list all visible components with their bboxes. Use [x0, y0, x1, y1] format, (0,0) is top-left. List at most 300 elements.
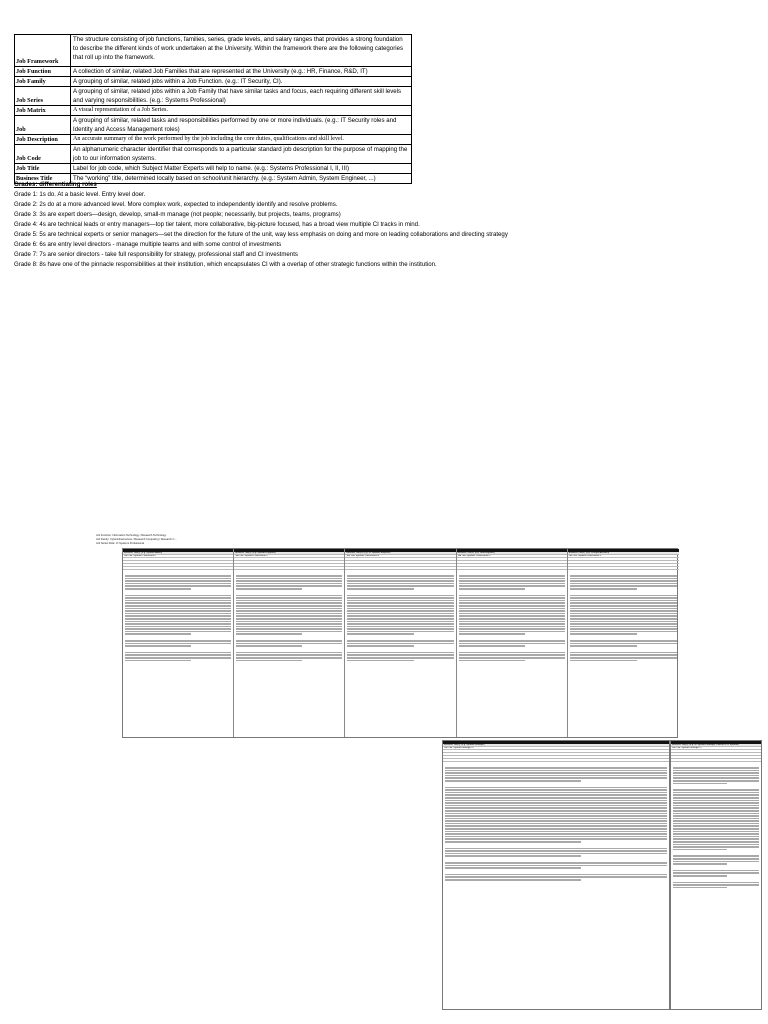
- text-line-placeholder: [236, 597, 342, 599]
- paragraph-gap: [671, 762, 761, 766]
- text-line-placeholder: [673, 833, 759, 835]
- text-line-placeholder: [445, 775, 667, 777]
- paragraph-gap: [234, 590, 344, 594]
- text-line-placeholder: [459, 615, 565, 617]
- text-line-placeholder: [445, 836, 667, 838]
- text-line-placeholder: [459, 631, 565, 633]
- text-line-placeholder: [125, 640, 231, 642]
- text-line-placeholder: [459, 654, 565, 656]
- text-line-placeholder: [125, 608, 231, 610]
- glossary-definition: The “working” title, determined locally based on school/unit hierarchy. (e.g.: System Admin, System Engineer, ...): [71, 174, 412, 184]
- text-line-placeholder: [236, 613, 342, 615]
- grade-line: Grade 2: 2s do at a more advanced level. More complex work, expected to independently identify and resolve problems.: [14, 201, 338, 208]
- text-line-placeholder: [459, 585, 565, 587]
- text-line-placeholder: [347, 654, 453, 656]
- text-line-placeholder: [445, 874, 667, 876]
- job-matrix-lower-grid-right: [670, 740, 762, 1010]
- glossary-term: Job Description: [15, 135, 71, 145]
- text-line-placeholder: [570, 595, 677, 597]
- text-line-placeholder: [445, 820, 667, 822]
- text-line-placeholder: [445, 770, 667, 772]
- glossary-row: [15, 77, 412, 87]
- text-line-placeholder: [673, 777, 759, 779]
- text-line-placeholder: [445, 879, 581, 881]
- text-line-placeholder: [347, 643, 453, 645]
- column-business-title: Business Title(s): (e.g. Systems Engineer): [234, 552, 344, 555]
- text-line-placeholder: [347, 657, 453, 659]
- paragraph-gap: [671, 784, 761, 788]
- text-line-placeholder: [673, 767, 759, 769]
- text-line-placeholder: [125, 626, 231, 628]
- text-line-placeholder: [125, 657, 231, 659]
- text-line-placeholder: [347, 615, 453, 617]
- column-job-title: Job Title: Systems Manager III: [443, 747, 669, 750]
- column-job-title: Job Title: Systems Manager IV: [671, 747, 761, 750]
- text-line-placeholder: [445, 825, 667, 827]
- glossary-definition: A grouping of similar, related tasks and responsibilities performed by one or more individuals. (e.g.: IT Security roles and Identity and Access Management roles): [71, 116, 412, 135]
- job-matrix-column: [123, 549, 234, 737]
- text-line-placeholder: [673, 844, 759, 846]
- column-job-title: Job Title: Systems Professional III: [345, 555, 455, 558]
- glossary-term: Job Title: [15, 164, 71, 174]
- glossary-term: Job Framework: [15, 35, 71, 67]
- text-line-placeholder: [347, 580, 453, 582]
- grade-list: [14, 190, 534, 270]
- text-line-placeholder: [673, 823, 759, 825]
- text-line-placeholder: [236, 618, 342, 620]
- text-line-placeholder: [445, 789, 667, 791]
- text-line-placeholder: [347, 597, 453, 599]
- text-line-placeholder: [445, 792, 667, 794]
- glossary-row: [15, 135, 412, 145]
- text-line-placeholder: [236, 657, 342, 659]
- paragraph-gap: [123, 635, 233, 639]
- text-line-placeholder: [236, 585, 342, 587]
- text-line-placeholder: [125, 613, 231, 615]
- glossary-row: [15, 87, 412, 106]
- text-line-placeholder: [459, 652, 565, 654]
- paragraph-gap: [457, 635, 567, 639]
- paragraph-gap: [671, 865, 761, 869]
- glossary-definition: A grouping of similar, related jobs within a Job Family that have similar tasks and focus, each requiring different skill levels and varying responsibilities. (e.g.: Systems Professional): [71, 87, 412, 106]
- glossary-term: Job Series: [15, 87, 71, 106]
- text-line-placeholder: [347, 626, 453, 628]
- paragraph-gap: [123, 590, 233, 594]
- glossary-definition: The structure consisting of job functions, families, series, grade levels, and salary ranges that provides a strong foundation to describe the different kinds of work undertaken at the University. Within the framework there are the following categories that roll up into the framework.: [71, 35, 412, 67]
- text-line-placeholder: [125, 660, 191, 662]
- glossary-body: [15, 35, 412, 184]
- job-matrix-upper-grid: [122, 548, 678, 738]
- text-line-placeholder: [125, 600, 231, 602]
- glossary-definition: Label for job code, which Subject Matter Experts will help to name. (e.g.: Systems Professional I, II, III): [71, 164, 412, 174]
- paragraph-gap: [568, 570, 679, 574]
- text-line-placeholder: [570, 643, 677, 645]
- column-job-title: Job Title: Systems Professional I: [123, 555, 233, 558]
- paragraph-gap: [568, 635, 679, 639]
- text-line-placeholder: [125, 585, 231, 587]
- text-line-placeholder: [445, 810, 667, 812]
- text-line-placeholder: [347, 623, 453, 625]
- glossary-row: [15, 164, 412, 174]
- grade-line: Grade 4: 4s are technical leads or entry managers—top tier talent, more collaborative, big-picture focused, has a broad view multiple CI tracks in mind.: [14, 221, 420, 228]
- text-line-placeholder: [125, 628, 231, 630]
- text-line-placeholder: [673, 882, 759, 884]
- text-line-placeholder: [445, 876, 667, 878]
- text-line-placeholder: [459, 618, 565, 620]
- text-line-placeholder: [459, 578, 565, 580]
- text-line-placeholder: [459, 600, 565, 602]
- text-line-placeholder: [125, 631, 231, 633]
- text-line-placeholder: [347, 600, 453, 602]
- job-matrix-column: [568, 549, 679, 737]
- text-line-placeholder: [347, 610, 453, 612]
- text-line-placeholder: [459, 602, 565, 604]
- text-line-placeholder: [459, 580, 565, 582]
- text-line-placeholder: [347, 595, 453, 597]
- text-line-placeholder: [673, 887, 727, 889]
- text-line-placeholder: [673, 836, 759, 838]
- text-line-placeholder: [445, 767, 667, 769]
- text-line-placeholder: [570, 626, 677, 628]
- text-line-placeholder: [445, 813, 667, 815]
- grade-line: Grade 5: 5s are technical experts or senior managers—set the direction for the future of the unit, way less emphasis on doing and more on leading collaborations and directing strategy: [14, 231, 508, 238]
- text-line-placeholder: [570, 652, 677, 654]
- glossary-definition: A visual representation of a Job Series.: [71, 106, 412, 116]
- text-line-placeholder: [125, 618, 231, 620]
- text-line-placeholder: [445, 833, 667, 835]
- text-line-placeholder: [236, 628, 342, 630]
- column-job-title: Job Title: Systems Professional V: [568, 555, 679, 558]
- text-line-placeholder: [347, 613, 453, 615]
- paragraph-gap: [457, 647, 567, 651]
- text-line-placeholder: [673, 872, 759, 874]
- paragraph-gap: [345, 570, 455, 574]
- thumbnail-meta: [96, 534, 177, 548]
- text-line-placeholder: [673, 831, 759, 833]
- paragraph-gap: [457, 590, 567, 594]
- text-line-placeholder: [570, 610, 677, 612]
- text-line-placeholder: [673, 870, 759, 872]
- paragraph-gap: [345, 590, 455, 594]
- paragraph-gap: [443, 782, 669, 786]
- text-line-placeholder: [125, 595, 231, 597]
- column-job-title: Job Title: Systems Professional II: [234, 555, 344, 558]
- text-line-placeholder: [236, 608, 342, 610]
- text-line-placeholder: [445, 848, 667, 850]
- text-line-placeholder: [570, 615, 677, 617]
- paragraph-gap: [443, 762, 669, 766]
- text-line-placeholder: [125, 602, 231, 604]
- text-line-placeholder: [570, 628, 677, 630]
- text-line-placeholder: [673, 828, 759, 830]
- text-line-placeholder: [459, 621, 565, 623]
- glossary-term: Job Function: [15, 67, 71, 77]
- text-line-placeholder: [236, 583, 342, 585]
- text-line-placeholder: [125, 575, 231, 577]
- text-line-placeholder: [125, 583, 231, 585]
- text-line-placeholder: [673, 855, 759, 857]
- text-line-placeholder: [673, 805, 759, 807]
- text-line-placeholder: [570, 640, 677, 642]
- grades-heading: Grades: differentiating roles: [14, 181, 97, 188]
- text-line-placeholder: [673, 797, 759, 799]
- text-line-placeholder: [673, 820, 759, 822]
- text-line-placeholder: [347, 618, 453, 620]
- text-line-placeholder: [236, 578, 342, 580]
- text-line-placeholder: [236, 600, 342, 602]
- glossary-term: Job Family: [15, 77, 71, 87]
- column-business-title: Business Title(s): (e.g. Systems Manager): [443, 744, 669, 747]
- paragraph-gap: [457, 570, 567, 574]
- text-line-placeholder: [673, 775, 759, 777]
- text-line-placeholder: [673, 772, 759, 774]
- text-line-placeholder: [236, 610, 342, 612]
- text-line-placeholder: [459, 623, 565, 625]
- text-line-placeholder: [125, 580, 231, 582]
- text-line-placeholder: [347, 652, 453, 654]
- text-line-placeholder: [347, 628, 453, 630]
- glossary-row: [15, 67, 412, 77]
- text-line-placeholder: [445, 818, 667, 820]
- text-line-placeholder: [236, 602, 342, 604]
- text-line-placeholder: [236, 640, 342, 642]
- column-business-title: Business Title(s): (e.g. Principal Architect): [568, 552, 679, 555]
- text-line-placeholder: [347, 621, 453, 623]
- text-line-placeholder: [570, 621, 677, 623]
- text-line-placeholder: [459, 610, 565, 612]
- text-line-placeholder: [570, 613, 677, 615]
- text-line-placeholder: [570, 654, 677, 656]
- text-line-placeholder: [673, 884, 759, 886]
- text-line-placeholder: [445, 802, 667, 804]
- text-line-placeholder: [673, 800, 759, 802]
- text-line-placeholder: [445, 815, 667, 817]
- text-line-placeholder: [125, 597, 231, 599]
- text-line-placeholder: [459, 575, 565, 577]
- text-line-placeholder: [236, 580, 342, 582]
- text-line-placeholder: [673, 770, 759, 772]
- text-line-placeholder: [459, 657, 565, 659]
- text-line-placeholder: [673, 825, 759, 827]
- text-line-placeholder: [570, 597, 677, 599]
- glossary-term: Job Code: [15, 145, 71, 164]
- paragraph-gap: [123, 647, 233, 651]
- text-line-placeholder: [347, 585, 453, 587]
- text-line-placeholder: [125, 610, 231, 612]
- glossary-term: Job Matrix: [15, 106, 71, 116]
- text-line-placeholder: [445, 777, 667, 779]
- job-matrix-column: [457, 549, 568, 737]
- text-line-placeholder: [673, 810, 759, 812]
- paragraph-gap: [234, 635, 344, 639]
- glossary-definition: A collection of similar, related Job Families that are represented at the University (e.g.: HR, Finance, R&D, IT): [71, 67, 412, 77]
- text-line-placeholder: [459, 583, 565, 585]
- paragraph-gap: [568, 590, 679, 594]
- text-line-placeholder: [570, 657, 677, 659]
- paragraph-gap: [234, 570, 344, 574]
- glossary-row: [15, 145, 412, 164]
- text-line-placeholder: [445, 838, 667, 840]
- paragraph-gap: [123, 570, 233, 574]
- text-line-placeholder: [459, 640, 565, 642]
- text-line-placeholder: [445, 853, 667, 855]
- text-line-placeholder: [125, 652, 231, 654]
- column-job-title: Job Title: Systems Professional IV: [457, 555, 567, 558]
- text-line-placeholder: [673, 802, 759, 804]
- text-line-placeholder: [445, 828, 667, 830]
- text-line-placeholder: [459, 643, 565, 645]
- job-matrix-column: [671, 741, 761, 1009]
- text-line-placeholder: [459, 608, 565, 610]
- text-line-placeholder: [236, 605, 342, 607]
- text-line-placeholder: [347, 640, 453, 642]
- text-line-placeholder: [445, 831, 667, 833]
- grade-line: Grade 7: 7s are senior directors - take full responsibility for strategy, professional staff and CI investments: [14, 251, 298, 258]
- text-line-placeholder: [570, 600, 677, 602]
- text-line-placeholder: [459, 660, 525, 662]
- grade-line: Grade 6: 6s are entry level directors - manage multiple teams and with some control of investments: [14, 241, 282, 248]
- text-line-placeholder: [570, 602, 677, 604]
- thumbnail-meta-line: Job Function: Information Technology / Research Technology: [96, 534, 167, 537]
- text-line-placeholder: [236, 595, 342, 597]
- glossary-term: Business Title: [15, 174, 71, 184]
- text-line-placeholder: [125, 578, 231, 580]
- text-line-placeholder: [236, 652, 342, 654]
- text-line-placeholder: [125, 643, 231, 645]
- thumbnail-meta-line: Job Family: Cyberinfrastructure / Research Computing / Research C...: [96, 538, 177, 541]
- paragraph-gap: [671, 877, 761, 881]
- text-line-placeholder: [347, 660, 413, 662]
- text-line-placeholder: [459, 597, 565, 599]
- glossary-row: [15, 35, 412, 67]
- text-line-placeholder: [673, 858, 759, 860]
- text-line-placeholder: [570, 623, 677, 625]
- text-line-placeholder: [445, 797, 667, 799]
- glossary-definition: An alphanumeric character identifier that corresponds to a particular standard job description for the purpose of mapping the job to our information systems.: [71, 145, 412, 164]
- text-line-placeholder: [570, 605, 677, 607]
- text-line-placeholder: [445, 805, 667, 807]
- grade-line: Grade 3: 3s are expert doers—design, develop, small-m manage (not people; necessarily, but projects, teams, programs): [14, 211, 341, 218]
- text-line-placeholder: [570, 580, 677, 582]
- text-line-placeholder: [673, 861, 759, 863]
- text-line-placeholder: [570, 578, 677, 580]
- paragraph-gap: [234, 647, 344, 651]
- text-line-placeholder: [347, 631, 453, 633]
- glossary-row: [15, 116, 412, 135]
- text-line-placeholder: [673, 813, 759, 815]
- text-line-placeholder: [673, 807, 759, 809]
- text-line-placeholder: [673, 789, 759, 791]
- text-line-placeholder: [673, 841, 759, 843]
- text-line-placeholder: [125, 623, 231, 625]
- text-line-placeholder: [125, 654, 231, 656]
- text-line-placeholder: [445, 794, 667, 796]
- grade-line: Grade 8: 8s have one of the pinnacle responsibilities at their institution, which encapsulates CI with a overlap of other strategic functions within the institution.: [14, 261, 437, 268]
- text-line-placeholder: [570, 608, 677, 610]
- text-line-placeholder: [570, 585, 677, 587]
- text-line-placeholder: [445, 772, 667, 774]
- column-business-title: Business Title(s): (e.g. Systems Admin): [123, 552, 233, 555]
- text-line-placeholder: [459, 628, 565, 630]
- text-line-placeholder: [236, 631, 342, 633]
- text-line-placeholder: [236, 623, 342, 625]
- column-business-title: Business Title(s): (e.g. Sr. Systems Manager, Director of CI Systems): [671, 744, 761, 747]
- text-line-placeholder: [570, 583, 677, 585]
- text-line-placeholder: [445, 807, 667, 809]
- text-line-placeholder: [347, 602, 453, 604]
- text-line-placeholder: [570, 575, 677, 577]
- text-line-placeholder: [673, 846, 759, 848]
- text-line-placeholder: [570, 631, 677, 633]
- job-matrix-column: [345, 549, 456, 737]
- text-line-placeholder: [125, 621, 231, 623]
- column-business-title: Business Title(s): (e.g. Sr. Systems Engineer): [345, 552, 455, 555]
- paragraph-gap: [345, 635, 455, 639]
- glossary-row: [15, 106, 412, 116]
- glossary-term: Job: [15, 116, 71, 135]
- text-line-placeholder: [125, 605, 231, 607]
- text-line-placeholder: [445, 865, 667, 867]
- grade-line: Grade 1: 1s do. At a basic level. Entry level doer.: [14, 191, 146, 198]
- text-line-placeholder: [570, 660, 637, 662]
- text-line-placeholder: [347, 583, 453, 585]
- text-line-placeholder: [236, 626, 342, 628]
- text-line-placeholder: [673, 818, 759, 820]
- text-line-placeholder: [570, 618, 677, 620]
- paragraph-gap: [345, 647, 455, 651]
- paragraph-gap: [443, 843, 669, 847]
- column-business-title: Business Title(s): (e.g. Lead Engineer): [457, 552, 567, 555]
- text-line-placeholder: [459, 595, 565, 597]
- text-line-placeholder: [236, 654, 342, 656]
- paragraph-gap: [443, 857, 669, 861]
- glossary-definition: An accurate summary of the work performed by the job including the core duties, qualifications and skill level.: [71, 135, 412, 145]
- text-line-placeholder: [236, 575, 342, 577]
- glossary-table: [14, 34, 412, 184]
- job-matrix-column: [234, 549, 345, 737]
- text-line-placeholder: [347, 608, 453, 610]
- text-line-placeholder: [236, 643, 342, 645]
- text-line-placeholder: [347, 575, 453, 577]
- text-line-placeholder: [445, 850, 667, 852]
- text-line-placeholder: [459, 626, 565, 628]
- job-matrix-column: [443, 741, 669, 1009]
- text-line-placeholder: [459, 605, 565, 607]
- glossary-definition: A grouping of similar, related jobs within a Job Function. (e.g.: IT Security, CI).: [71, 77, 412, 87]
- paragraph-gap: [568, 647, 679, 651]
- text-line-placeholder: [347, 578, 453, 580]
- paragraph-gap: [443, 869, 669, 873]
- text-line-placeholder: [125, 615, 231, 617]
- text-line-placeholder: [673, 792, 759, 794]
- text-line-placeholder: [673, 815, 759, 817]
- text-line-placeholder: [236, 660, 302, 662]
- thumbnail-meta-line: Job Series Role: CI Systems Professional: [96, 542, 145, 545]
- text-line-placeholder: [459, 613, 565, 615]
- text-line-placeholder: [236, 615, 342, 617]
- text-line-placeholder: [673, 780, 759, 782]
- text-line-placeholder: [445, 823, 667, 825]
- text-line-placeholder: [445, 787, 667, 789]
- grades-section: [14, 180, 534, 270]
- text-line-placeholder: [347, 605, 453, 607]
- text-line-placeholder: [673, 838, 759, 840]
- text-line-placeholder: [445, 800, 667, 802]
- paragraph-gap: [671, 850, 761, 854]
- job-matrix-lower-grid-left: [442, 740, 670, 1010]
- text-line-placeholder: [445, 862, 667, 864]
- text-line-placeholder: [673, 794, 759, 796]
